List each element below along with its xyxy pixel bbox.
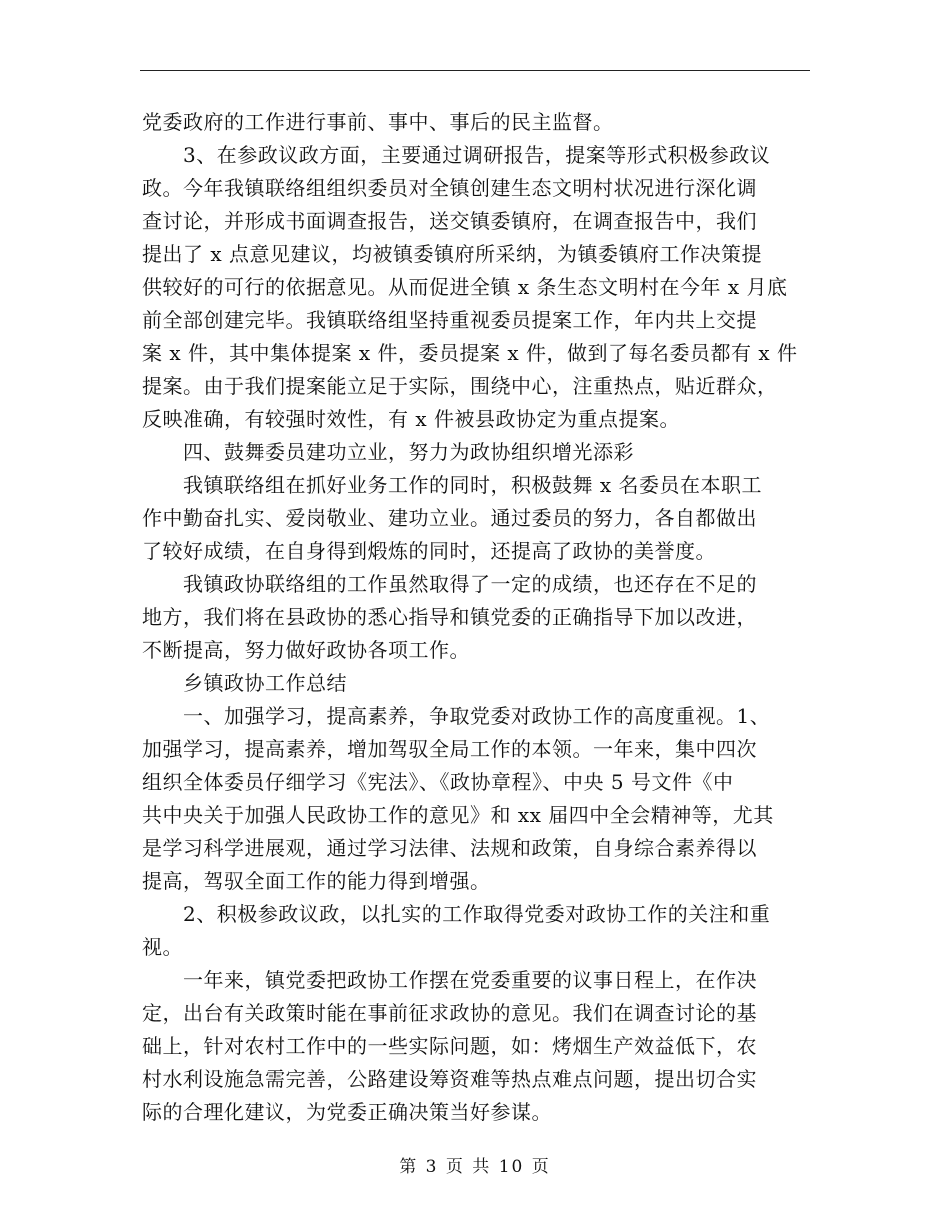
text-line: 提高，驾驭全面工作的能力得到增强。 — [142, 869, 491, 893]
page-footer: 第 3 页 共 10 页 — [399, 1157, 551, 1177]
text-line: 共中央关于加强人民政协工作的意见》和 xx 届四中全会精神等，尤其 — [142, 803, 774, 827]
text-line: 我镇政协联络组的工作虽然取得了一定的成绩，也还存在不足的 — [142, 572, 757, 596]
text-line: 组织全体委员仔细学习《宪法》、《政协章程》、中央 5 号文件《中 — [142, 770, 734, 794]
text-line: 了较好成绩，在自身得到煅炼的同时，还提高了政协的美誉度。 — [142, 539, 716, 563]
text-line: 不断提高，努力做好政协各项工作。 — [142, 638, 470, 662]
text-line: 是学习科学进展观，通过学习法律、法规和政策，自身综合素养得以 — [142, 836, 757, 860]
text-line: 提出了 x 点意见建议，均被镇委镇府所采纳，为镇委镇府工作决策提 — [142, 242, 762, 266]
text-line: 一年来，镇党委把政协工作摆在党委重要的议事日程上，在作决 — [142, 968, 757, 992]
text-line: 定，出台有关政策时能在事前征求政协的意见。我们在调查讨论的基 — [142, 1001, 757, 1025]
text-line: 反映准确，有较强时效性，有 x 件被县政协定为重点提案。 — [142, 407, 680, 431]
text-line: 际的合理化建议，为党委正确决策当好参谋。 — [142, 1100, 552, 1124]
document-body — [142, 106, 810, 1129]
text-line: 党委政府的工作进行事前、事中、事后的民主监督。 — [142, 110, 614, 134]
text-line: 作中勤奋扎实、爱岗敬业、建功立业。通过委员的努力，各自都做出 — [142, 506, 757, 530]
text-line: 我镇联络组在抓好业务工作的同时，积极鼓舞 x 名委员在本职工 — [142, 473, 762, 497]
text-line: 村水利设施急需完善，公路建设筹资难等热点难点问题，提出切合实 — [142, 1067, 757, 1091]
text-line: 3、在参政议政方面，主要通过调研报告，提案等形式积极参政议 — [142, 143, 771, 167]
document-subtitle: 乡镇政协工作总结 — [142, 671, 347, 695]
text-line: 案 x 件，其中集体提案 x 件，委员提案 x 件，做到了每名委员都有 x 件 — [142, 341, 798, 365]
text-line: 查讨论，并形成书面调查报告，送交镇委镇府，在调查报告中，我们 — [142, 209, 757, 233]
text-line: 一、加强学习，提高素养，争取党委对政协工作的高度重视。1、 — [142, 704, 771, 728]
text-line: 加强学习，提高素养，增加驾驭全局工作的本领。一年来，集中四次 — [142, 737, 757, 761]
text-line: 政。今年我镇联络组组织委员对全镇创建生态文明村状况进行深化调 — [142, 176, 757, 200]
text-line: 供较好的可行的依据意见。从而促进全镇 x 条生态文明村在今年 x 月底 — [142, 275, 788, 299]
text-line: 地方，我们将在县政协的悉心指导和镇党委的正确指导下加以改进， — [142, 605, 757, 629]
section-heading: 四、鼓舞委员建功立业，努力为政协组织增光添彩 — [142, 440, 634, 464]
text-line: 础上，针对农村工作中的一些实际问题，如：烤烟生产效益低下，农 — [142, 1034, 757, 1058]
text-line: 前全部创建完毕。我镇联络组坚持重视委员提案工作，年内共上交提 — [142, 308, 757, 332]
text-line: 2、积极参政议政，以扎实的工作取得党委对政协工作的关注和重 — [142, 902, 771, 926]
header-rule — [140, 70, 810, 71]
text-line: 视。 — [142, 935, 183, 959]
text-line: 提案。由于我们提案能立足于实际，围绕中心，注重热点，贴近群众， — [142, 374, 778, 398]
